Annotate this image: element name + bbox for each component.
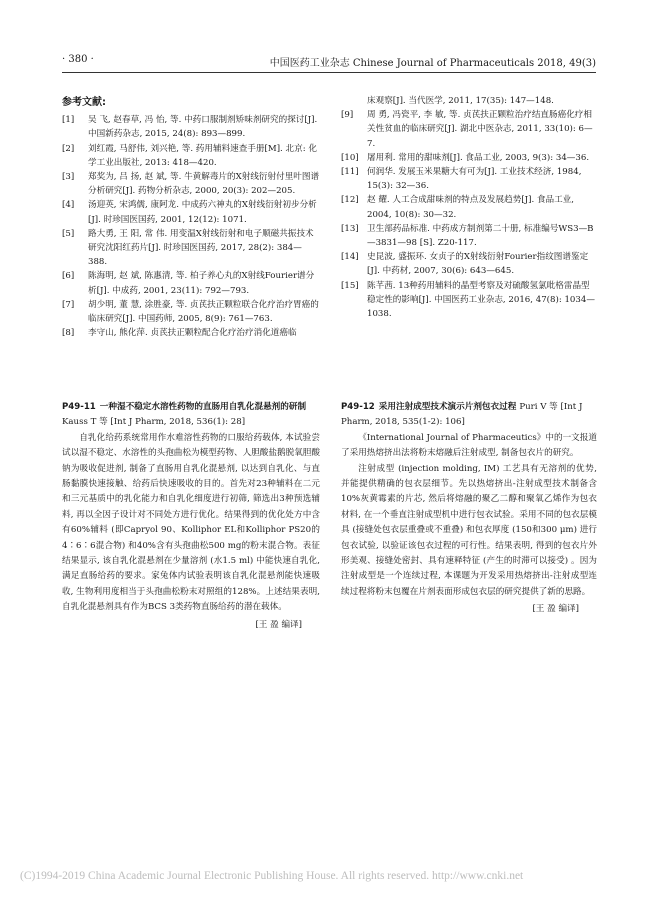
reference-number: [2] — [62, 143, 75, 154]
abstract-id: P49-12 — [341, 402, 375, 412]
reference-text: 陈芊茜. 13种药用辅料的晶型考察及对硫酸氢氯吡格雷晶型稳定性的影响[J]. 中国医药工业杂志, 2016, 47(8): 1034—1038. — [367, 280, 595, 320]
reference-item — [62, 269, 320, 297]
reference-number: [14] — [341, 252, 359, 263]
reference-text: 陈海明, 赵 斌, 陈惠清, 等. 柏子养心丸的X射线Fourier谱分析[J]. 中成药, 2001, 23(11): 792—793. — [88, 271, 315, 296]
reference-number: [6] — [62, 271, 75, 282]
reference-text: 何润华. 发展玉米果糖大有可为[J]. 工业技术经济, 1984, 15(3): 32—36. — [367, 167, 582, 192]
reference-number: [8] — [62, 328, 75, 339]
reference-text: 路大勇, 王 阳, 常 伟. 用变温X射线衍射和电子顺磁共振技术研究沈阳红药片[J]. 时珍国医国药, 2017, 28(2): 384—388. — [88, 228, 314, 268]
header-rule — [62, 72, 596, 73]
abstract-id: P49-11 — [62, 402, 96, 412]
reference-item — [62, 170, 320, 198]
abstract-source: Puri V 等 [Int J Pharm, 2018, 535(1-2): 106] — [341, 402, 583, 428]
reference-item — [62, 198, 320, 226]
section-divider — [62, 370, 596, 378]
abstract-title — [341, 400, 597, 431]
reference-item — [62, 113, 320, 141]
reference-text: 赵 耀. 人工合成甜味剂的特点及发展趋势[J]. 食品工业, 2004, 10(8): 30—32. — [367, 195, 575, 220]
abstract-body-main: 注射成型 (injection molding, IM) 工艺具有无溶剂的优势, 并能提供精确的包衣层细节。先以热熔挤出-注射成型技术制备含10%灰黄霉素的片芯, 然后将熔融的聚乙二醇和聚氧乙烯作为包衣材料, 在一个垂直注射成型机中进行包衣试验。采用不同的包衣层模具 (接缝处包衣层重叠或不重叠) 和包衣厚度 (150和300 μm) 进行包衣试验, 以验证该包衣过程的可行性。结果表明, 得到的包衣片外形美观、接缝处密封、具有速释特征 (产生的时滞可以接受) 。因为注射成型是一个连续过程, 本课题为开发采用热熔挤出-注射成型连续过程将粉末包覆在片剂表面形成包衣层的研究提供了新的思路。 — [341, 463, 597, 597]
reference-continuation: 床观察[J]. 当代医学, 2011, 17(35): 147—148. — [367, 96, 554, 106]
reference-number: [3] — [62, 172, 75, 183]
reference-item — [341, 222, 597, 250]
abstract-p49-11 — [62, 400, 320, 633]
reference-item — [341, 279, 597, 322]
journal-title: 中国医药工业杂志 Chinese Journal of Pharmaceuticals 2018, 49(3) — [269, 58, 596, 69]
reference-text: 史昆波, 盛振环. 女贞子的X射线衍射Fourier指纹图谱鉴定[J]. 中药材, 2007, 30(6): 643—645. — [367, 252, 589, 277]
references-right-column — [341, 94, 597, 321]
reference-text: 刘红霞, 马舒伟, 刘兴艳, 等. 药用辅料速查手册[M]. 北京: 化学工业出版社, 2013: 418—420. — [88, 143, 317, 168]
wavy-divider-line — [62, 377, 596, 378]
reference-number: [5] — [62, 228, 75, 239]
abstract-editor: [王 盈 编译] — [532, 604, 579, 615]
reference-number: [13] — [341, 223, 359, 234]
reference-number: [15] — [341, 280, 359, 291]
abstract-title — [62, 400, 320, 431]
reference-text: 周 勇, 冯瓷平, 李 敏, 等. 贞芪扶正颗粒治疗结直肠癌化疗相关性贫血的临床研究[J]. 湖北中医杂志, 2011, 33(10): 6—7. — [367, 110, 593, 149]
abstract-title-text: 采用注射成型技术演示片剂包衣过程 — [378, 402, 517, 412]
reference-item — [341, 250, 597, 278]
reference-text: 汤迎英, 宋鸿儒, 康阿龙. 中成药六神丸的X射线衍射初步分析[J]. 时珍国医国药, 2001, 12(12): 1071. — [88, 200, 317, 225]
abstract-source: Kauss T 等 [Int J Pharm, 2018, 536(1): 28] — [62, 417, 246, 428]
reference-text: 吴 飞, 赵春草, 冯 怡, 等. 中药口服制剂矫味剂研究的探讨[J]. 中国新药杂志, 2015, 24(8): 893—899. — [88, 115, 318, 140]
references-right-list — [341, 108, 597, 321]
reference-item — [341, 193, 597, 221]
reference-text: 李守山, 熊化萍. 贞芪扶正颗粒配合化疗治疗消化道癌临 — [88, 328, 297, 339]
reference-number: [9] — [341, 110, 354, 121]
abstract-title-text: 一种湿不稳定水溶性药物的直肠用自乳化混悬剂的研制 — [99, 402, 307, 412]
reference-item — [62, 142, 320, 170]
abstract-body-intro: 《International Journal of Pharmaceutics》中的一文报道了采用热熔挤出法将粉末熔融后注射成型, 制备包衣片的研究。 — [341, 432, 597, 459]
reference-number: [12] — [341, 195, 359, 206]
abstract-body: 自乳化给药系统常用作水难溶性药物的口服给药载体, 本试验尝试以湿不稳定、水溶性的头孢曲松为模型药物、人胆酸盐鹅脱氧胆酸钠为吸收促进剂, 制备了直肠用自乳化混悬剂, 以达到自乳化、与直肠黏膜快速接触、给药后快速吸收的目的。首先对23种辅料在二元和三元基质中的乳化能力和自乳化细度进行初筛, 筛选出3种预选辅料, 再以全因子设计对不同处方进行优化。结果得到的优化处方中含有60%辅料 (即Capryol 90、Kolliphor EL和Kolliphor PS20的4∶6∶6混合物) 和40%含有头孢曲松500 mg的粉末混合物。表征结果显示, 该自乳化混悬剂在少量溶剂 (水1.5 ml) 中能快速自乳化, 满足直肠给药的要求。家兔体内试验表明该自乳化混悬剂能快速吸收, 生物利用度相当于头孢曲松粉末对照组的128%。上述结果表明, 自乳化混悬剂具有作为BCS 3类药物直肠给药的潜在载体。 — [62, 432, 320, 613]
copyright-footer: (C)1994-2019 China Academic Journal Electronic Publishing House. All rights reserved. http://www.cnki.net — [20, 870, 524, 882]
reference-number: [4] — [62, 200, 75, 211]
reference-number: [1] — [62, 115, 75, 126]
reference-item — [341, 108, 597, 151]
reference-number: [7] — [62, 299, 75, 310]
reference-text: 胡少明, 董 慧, 涂胜豪, 等. 贞芪扶正颗粒联合化疗治疗胃癌的临床研究[J]. 中国药师, 2005, 8(9): 761—763. — [88, 299, 319, 325]
abstract-p49-12 — [341, 400, 597, 618]
reference-item — [62, 326, 320, 340]
reference-item — [62, 298, 320, 326]
references-left-list — [62, 113, 320, 340]
reference-text: 卫生部药品标准. 中药成方制剂第二十册, 标准编号WS3—B—3831—98 [S]. Z20-117. — [367, 223, 594, 249]
reference-item — [62, 227, 320, 270]
abstract-editor: [王 盈 编译] — [255, 619, 302, 630]
reference-text: 屠用利. 常用的甜味剂[J]. 食品工业, 2003, 9(3): 34—36. — [367, 152, 590, 163]
reference-number: [11] — [341, 167, 359, 178]
references-heading: 参考文献: — [62, 97, 106, 108]
page-number: · 380 · — [62, 54, 94, 65]
reference-text: 郑奖为, 吕 扬, 赵 斌, 等. 牛黄解毒片的X射线衍射付里叶图谱分析研究[J]. 药物分析杂志, 2000, 20(3): 202—205. — [88, 172, 320, 197]
reference-number: [10] — [341, 152, 359, 163]
references-left-column — [62, 94, 320, 340]
reference-item — [341, 151, 597, 165]
page-header — [62, 52, 596, 70]
reference-item — [341, 165, 597, 193]
